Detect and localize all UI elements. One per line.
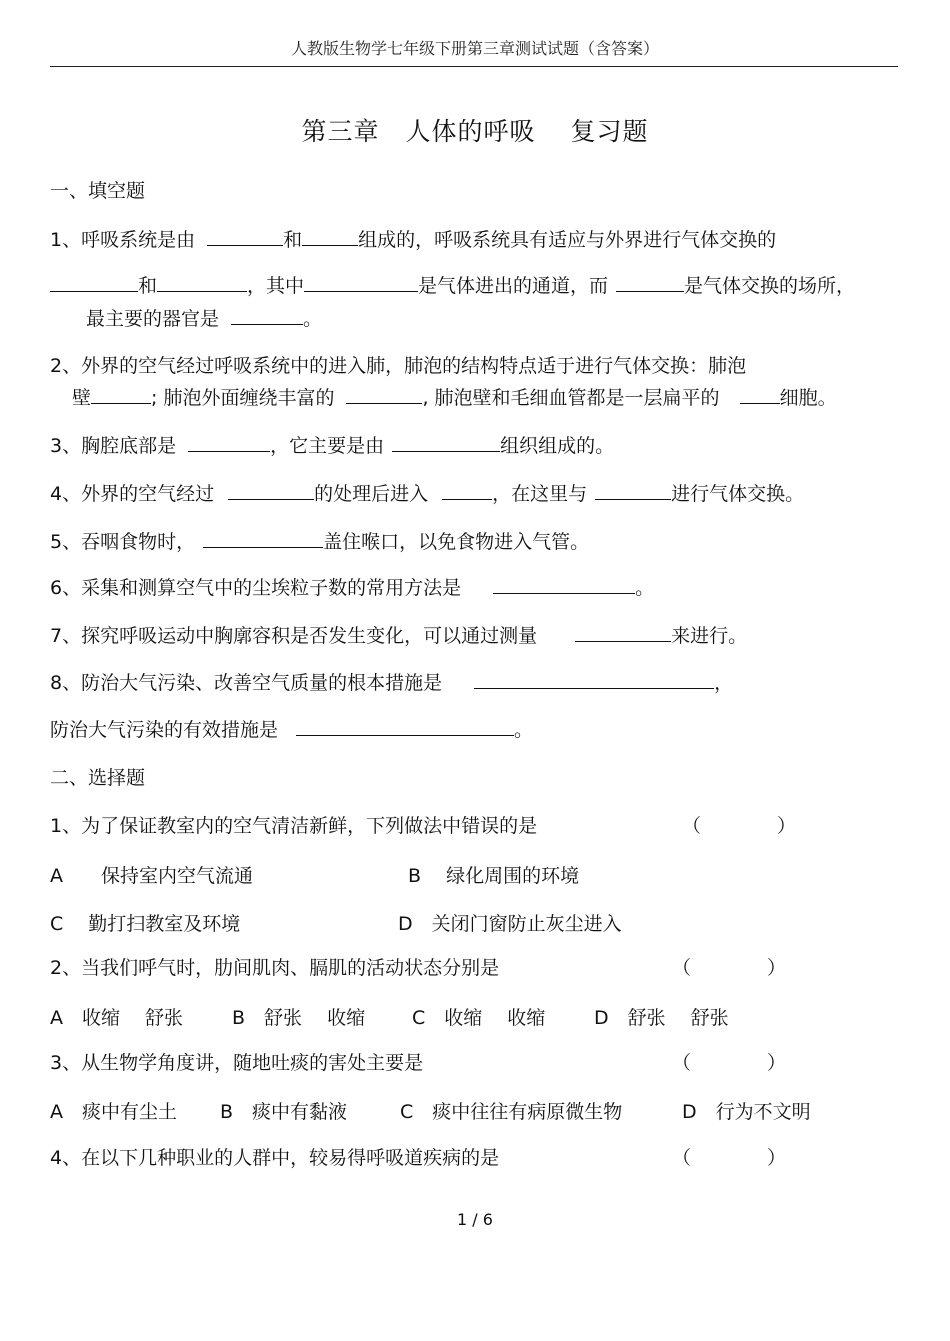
fill-question-1-line-1: 1、呼吸系统是由 和 组成的，呼吸系统具有适应与外界进行气体交换的 [50,229,777,251]
answer-blank[interactable] [91,385,151,404]
fill-question-4: 4、外界的空气经过 的处理后进入 ，在这里与 进行气体交换。 [50,483,805,505]
fill-question-8-line-2: 防治大气污染的有效措施是 。 [50,719,534,741]
fill-question-8-line-1: 8、防治大气污染、改善空气质量的根本措施是 ， [50,672,734,694]
fill-question-1-line-3: 最主要的器官是 。 [86,308,323,330]
choice-2-option-a[interactable]: A 收缩 舒张 [50,1007,184,1029]
answer-blank[interactable] [442,481,492,500]
section-heading-choice: 二、选择题 [50,767,146,789]
fill-question-3: 3、胸腔底部是 ，它主要是由 组织组成的。 [50,435,615,457]
answer-blank[interactable] [50,273,138,292]
choice-2-option-c[interactable]: C 收缩 收缩 [412,1007,546,1029]
section-heading-fill: 一、填空题 [50,180,146,202]
answer-blank[interactable] [595,481,671,500]
answer-blank[interactable] [203,529,323,548]
answer-blank[interactable] [493,575,635,594]
answer-paren[interactable]: （ ） [672,957,787,979]
choice-3-option-a[interactable]: A 痰中有尘土 [50,1101,177,1123]
choice-3-option-d[interactable]: D 行为不文明 [682,1101,811,1123]
fill-question-6: 6、采集和测算空气中的尘埃粒子数的常用方法是 。 [50,577,655,599]
answer-blank[interactable] [474,670,714,689]
choice-question-1: 1、为了保证教室内的空气清洁新鲜，下列做法中错误的是 [50,815,538,837]
answer-blank[interactable] [616,273,684,292]
fill-question-2-line-2: 壁 ; 肺泡外面缠绕丰富的 , 肺泡壁和毛细血管都是一层扁平的 细胞。 [72,387,837,409]
answer-blank[interactable] [575,623,671,642]
answer-blank[interactable] [392,433,500,452]
choice-1-option-b[interactable]: B 绿化周围的环境 [408,865,580,887]
answer-blank[interactable] [296,717,514,736]
running-header: 人教版生物学七年级下册第三章测试试题（含答案） [290,39,659,58]
answer-blank[interactable] [188,433,270,452]
fill-question-7: 7、探究呼吸运动中胸廓容积是否发生变化，可以通过测量 来进行。 [50,625,748,647]
answer-blank[interactable] [740,385,780,404]
choice-question-3: 3、从生物学角度讲，随地吐痰的害处主要是 [50,1052,424,1074]
answer-paren[interactable]: （ ） [682,815,797,837]
fill-question-2-line-1: 2、外界的空气经过呼吸系统中的进入肺，肺泡的结构特点适于进行气体交换：肺泡 [50,355,747,377]
header-rule [50,66,898,67]
answer-paren[interactable]: （ ） [672,1052,787,1074]
answer-blank[interactable] [346,385,422,404]
choice-3-option-b[interactable]: B 痰中有黏液 [220,1101,348,1123]
choice-3-option-c[interactable]: C 痰中往往有病原微生物 [400,1101,623,1123]
fill-question-5: 5、吞咽食物时， 盖住喉口，以免食物进入气管。 [50,531,590,553]
choice-1-option-a[interactable]: A 保持室内空气流通 [50,865,253,887]
fill-question-1-line-2: 和 ，其中 是气体进出的通道，而 是气体交换的场所， [50,273,855,299]
choice-question-4: 4、在以下几种职业的人群中，较易得呼吸道疾病的是 [50,1147,500,1169]
answer-blank[interactable] [304,273,418,292]
answer-blank[interactable] [207,227,283,246]
choice-2-option-b[interactable]: B 舒张 收缩 [232,1007,366,1029]
page-number: 1 / 6 [457,1210,493,1229]
choice-1-option-d[interactable]: D 关闭门窗防止灰尘进入 [398,913,622,935]
page-title: 第三章 人体的呼吸 复习题 [301,117,649,146]
choice-question-2: 2、当我们呼气时，肋间肌肉、膈肌的活动状态分别是 [50,957,500,979]
answer-blank[interactable] [302,227,358,246]
choice-2-option-d[interactable]: D 舒张 舒张 [594,1007,729,1029]
answer-blank[interactable] [157,273,247,292]
answer-blank[interactable] [228,481,314,500]
choice-1-option-c[interactable]: C 勤打扫教室及环境 [50,913,241,935]
answer-paren[interactable]: （ ） [672,1147,787,1169]
answer-blank[interactable] [231,306,303,325]
